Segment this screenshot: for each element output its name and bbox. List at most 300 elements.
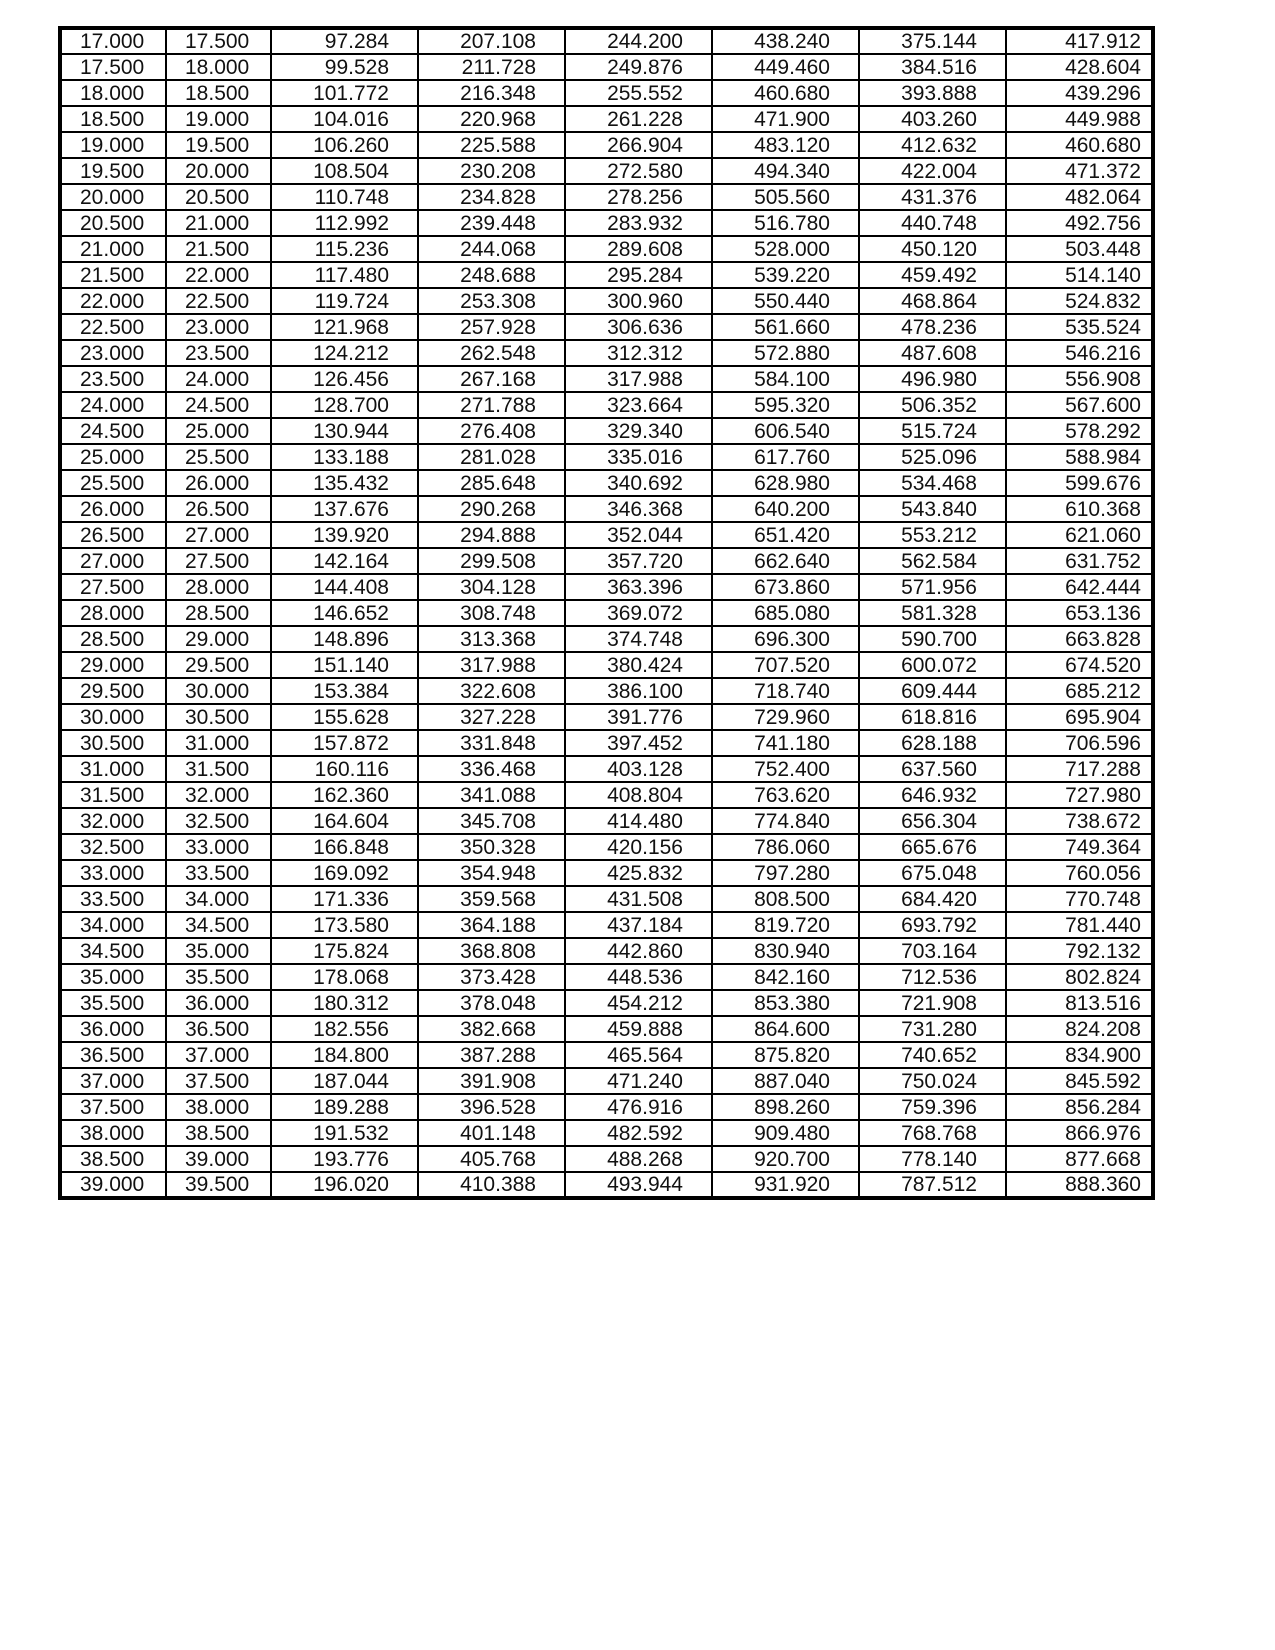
table-cell: 440.748 [859,210,1006,236]
table-cell: 108.504 [271,158,418,184]
table-cell: 135.432 [271,470,418,496]
table-cell: 752.400 [712,756,859,782]
table-cell: 182.556 [271,1016,418,1042]
table-cell: 27.500 [60,574,166,600]
table-cell: 628.188 [859,730,1006,756]
table-cell: 306.636 [565,314,712,340]
table-cell: 781.440 [1006,912,1153,938]
table-cell: 29.500 [166,652,271,678]
table-cell: 30.500 [166,704,271,730]
table-cell: 37.000 [60,1068,166,1094]
table-cell: 304.128 [418,574,565,600]
table-cell: 492.756 [1006,210,1153,236]
table-cell: 19.000 [166,106,271,132]
table-cell: 448.536 [565,964,712,990]
table-cell: 25.000 [60,444,166,470]
table-cell: 133.188 [271,444,418,470]
table-cell: 401.148 [418,1120,565,1146]
table-row [60,80,1153,106]
table-cell: 317.988 [418,652,565,678]
table-cell: 29.000 [60,652,166,678]
table-cell: 32.500 [60,834,166,860]
table-cell: 327.228 [418,704,565,730]
table-row [60,28,1153,54]
table-cell: 449.460 [712,54,859,80]
table-cell: 465.564 [565,1042,712,1068]
table-cell: 97.284 [271,28,418,54]
table-row [60,1068,1153,1094]
table-cell: 437.184 [565,912,712,938]
table-cell: 24.500 [166,392,271,418]
table-cell: 403.128 [565,756,712,782]
table-cell: 20.500 [166,184,271,210]
table-cell: 550.440 [712,288,859,314]
table-row [60,184,1153,210]
table-cell: 35.000 [60,964,166,990]
table-cell: 706.596 [1006,730,1153,756]
table-cell: 178.068 [271,964,418,990]
table-row [60,1146,1153,1172]
table-cell: 22.000 [60,288,166,314]
table-cell: 749.364 [1006,834,1153,860]
table-cell: 345.708 [418,808,565,834]
table-cell: 561.660 [712,314,859,340]
table-cell: 248.688 [418,262,565,288]
table-cell: 830.940 [712,938,859,964]
table-cell: 651.420 [712,522,859,548]
table-cell: 663.828 [1006,626,1153,652]
table-cell: 38.000 [166,1094,271,1120]
table-cell: 191.532 [271,1120,418,1146]
table-cell: 24.000 [60,392,166,418]
table-cell: 18.000 [166,54,271,80]
table-cell: 36.500 [166,1016,271,1042]
table-cell: 600.072 [859,652,1006,678]
table-cell: 289.608 [565,236,712,262]
table-cell: 33.000 [166,834,271,860]
table-cell: 449.988 [1006,106,1153,132]
table-cell: 220.968 [418,106,565,132]
table-row [60,652,1153,678]
table-row [60,1094,1153,1120]
table-cell: 139.920 [271,522,418,548]
table-cell: 290.268 [418,496,565,522]
table-cell: 359.568 [418,886,565,912]
table-cell: 36.500 [60,1042,166,1068]
table-cell: 255.552 [565,80,712,106]
table-cell: 628.980 [712,470,859,496]
table-cell: 459.492 [859,262,1006,288]
table-cell: 36.000 [166,990,271,1016]
table-cell: 610.368 [1006,496,1153,522]
table-cell: 35.500 [60,990,166,1016]
table-cell: 802.824 [1006,964,1153,990]
table-cell: 606.540 [712,418,859,444]
table-cell: 738.672 [1006,808,1153,834]
table-cell: 322.608 [418,678,565,704]
table-cell: 32.500 [166,808,271,834]
table-row [60,756,1153,782]
table-cell: 20.000 [166,158,271,184]
table-cell: 253.308 [418,288,565,314]
table-cell: 335.016 [565,444,712,470]
table-cell: 22.500 [166,288,271,314]
table-cell: 234.828 [418,184,565,210]
table-cell: 155.628 [271,704,418,730]
table-row [60,132,1153,158]
table-cell: 153.384 [271,678,418,704]
table-cell: 786.060 [712,834,859,860]
table-row [60,444,1153,470]
table-cell: 26.500 [60,522,166,548]
table-cell: 422.004 [859,158,1006,184]
table-cell: 909.480 [712,1120,859,1146]
table-cell: 20.500 [60,210,166,236]
table-cell: 160.116 [271,756,418,782]
table-cell: 581.328 [859,600,1006,626]
table-cell: 244.068 [418,236,565,262]
table-cell: 230.208 [418,158,565,184]
table-cell: 718.740 [712,678,859,704]
table-cell: 375.144 [859,28,1006,54]
table-cell: 412.632 [859,132,1006,158]
table-cell: 685.212 [1006,678,1153,704]
table-cell: 640.200 [712,496,859,522]
table-cell: 26.000 [166,470,271,496]
table-cell: 387.288 [418,1042,565,1068]
table-row [60,392,1153,418]
table-cell: 17.500 [60,54,166,80]
table-cell: 101.772 [271,80,418,106]
table-cell: 22.000 [166,262,271,288]
table-cell: 299.508 [418,548,565,574]
table-row [60,366,1153,392]
table-cell: 482.592 [565,1120,712,1146]
table-cell: 853.380 [712,990,859,1016]
table-cell: 27.000 [166,522,271,548]
table-cell: 459.888 [565,1016,712,1042]
table-cell: 590.700 [859,626,1006,652]
table-cell: 631.752 [1006,548,1153,574]
table-cell: 553.212 [859,522,1006,548]
table-cell: 727.980 [1006,782,1153,808]
table-cell: 32.000 [166,782,271,808]
table-cell: 405.768 [418,1146,565,1172]
table-cell: 496.980 [859,366,1006,392]
table-cell: 391.908 [418,1068,565,1094]
table-cell: 124.212 [271,340,418,366]
table-cell: 760.056 [1006,860,1153,886]
table-cell: 431.508 [565,886,712,912]
table-cell: 685.080 [712,600,859,626]
table-cell: 378.048 [418,990,565,1016]
table-cell: 189.288 [271,1094,418,1120]
table-cell: 30.500 [60,730,166,756]
table-cell: 703.164 [859,938,1006,964]
table-cell: 19.000 [60,132,166,158]
table-cell: 374.748 [565,626,712,652]
table-cell: 797.280 [712,860,859,886]
table-cell: 142.164 [271,548,418,574]
table-cell: 920.700 [712,1146,859,1172]
table-cell: 417.912 [1006,28,1153,54]
table-cell: 239.448 [418,210,565,236]
table-cell: 21.500 [166,236,271,262]
table-cell: 162.360 [271,782,418,808]
table-cell: 460.680 [1006,132,1153,158]
table-cell: 37.000 [166,1042,271,1068]
table-cell: 813.516 [1006,990,1153,1016]
table-cell: 295.284 [565,262,712,288]
table-cell: 875.820 [712,1042,859,1068]
table-cell: 24.500 [60,418,166,444]
table-cell: 313.368 [418,626,565,652]
table-cell: 578.292 [1006,418,1153,444]
table-cell: 331.848 [418,730,565,756]
table-cell: 34.500 [60,938,166,964]
table-row [60,912,1153,938]
table-cell: 768.768 [859,1120,1006,1146]
table-cell: 164.604 [271,808,418,834]
table-row [60,340,1153,366]
table-cell: 261.228 [565,106,712,132]
table-cell: 396.528 [418,1094,565,1120]
table-row [60,418,1153,444]
table-cell: 29.000 [166,626,271,652]
table-cell: 525.096 [859,444,1006,470]
table-cell: 28.500 [60,626,166,652]
table-cell: 478.236 [859,314,1006,340]
table-cell: 171.336 [271,886,418,912]
table-cell: 675.048 [859,860,1006,886]
table-cell: 17.000 [60,28,166,54]
table-cell: 99.528 [271,54,418,80]
table-cell: 524.832 [1006,288,1153,314]
table-cell: 588.984 [1006,444,1153,470]
table-cell: 21.000 [60,236,166,262]
table-cell: 787.512 [859,1172,1006,1198]
table-cell: 207.108 [418,28,565,54]
table-cell: 642.444 [1006,574,1153,600]
table-cell: 26.000 [60,496,166,522]
table-cell: 539.220 [712,262,859,288]
table-row [60,574,1153,600]
table-cell: 33.500 [60,886,166,912]
table-cell: 281.028 [418,444,565,470]
table-cell: 33.000 [60,860,166,886]
table-cell: 662.640 [712,548,859,574]
table-cell: 439.296 [1006,80,1153,106]
table-cell: 543.840 [859,496,1006,522]
table-cell: 30.000 [60,704,166,730]
table-row [60,54,1153,80]
table-cell: 674.520 [1006,652,1153,678]
table-cell: 272.580 [565,158,712,184]
table-cell: 431.376 [859,184,1006,210]
table-cell: 460.680 [712,80,859,106]
table-cell: 428.604 [1006,54,1153,80]
table-cell: 556.908 [1006,366,1153,392]
table-cell: 37.500 [166,1068,271,1094]
table-cell: 931.920 [712,1172,859,1198]
table-row [60,548,1153,574]
table-cell: 637.560 [859,756,1006,782]
table-cell: 792.132 [1006,938,1153,964]
table-cell: 471.372 [1006,158,1153,184]
table-cell: 166.848 [271,834,418,860]
table-cell: 384.516 [859,54,1006,80]
table-row [60,782,1153,808]
table-cell: 856.284 [1006,1094,1153,1120]
table-cell: 562.584 [859,548,1006,574]
table-cell: 115.236 [271,236,418,262]
table-cell: 211.728 [418,54,565,80]
rate-table [58,26,1155,1200]
table-cell: 369.072 [565,600,712,626]
table-cell: 877.668 [1006,1146,1153,1172]
table-cell: 673.860 [712,574,859,600]
table-cell: 34.000 [60,912,166,938]
table-cell: 759.396 [859,1094,1006,1120]
table-cell: 25.000 [166,418,271,444]
table-body [60,28,1153,1198]
table-cell: 34.000 [166,886,271,912]
table-row [60,990,1153,1016]
table-cell: 18.500 [60,106,166,132]
table-cell: 106.260 [271,132,418,158]
table-cell: 515.724 [859,418,1006,444]
table-cell: 18.500 [166,80,271,106]
table-cell: 33.500 [166,860,271,886]
table-cell: 482.064 [1006,184,1153,210]
table-cell: 20.000 [60,184,166,210]
table-cell: 18.000 [60,80,166,106]
table-cell: 184.800 [271,1042,418,1068]
table-cell: 28.000 [166,574,271,600]
table-cell: 617.760 [712,444,859,470]
table-cell: 707.520 [712,652,859,678]
table-cell: 503.448 [1006,236,1153,262]
table-cell: 278.256 [565,184,712,210]
table-cell: 534.468 [859,470,1006,496]
table-row [60,860,1153,886]
table-cell: 27.000 [60,548,166,574]
table-row [60,496,1153,522]
table-cell: 31.000 [60,756,166,782]
table-cell: 104.016 [271,106,418,132]
table-cell: 599.676 [1006,470,1153,496]
table-cell: 350.328 [418,834,565,860]
table-cell: 340.692 [565,470,712,496]
table-cell: 354.948 [418,860,565,886]
table-row [60,886,1153,912]
table-cell: 144.408 [271,574,418,600]
table-cell: 778.140 [859,1146,1006,1172]
table-cell: 26.500 [166,496,271,522]
table-cell: 403.260 [859,106,1006,132]
table-cell: 19.500 [60,158,166,184]
table-cell: 249.876 [565,54,712,80]
table-cell: 571.956 [859,574,1006,600]
table-cell: 693.792 [859,912,1006,938]
table-row [60,106,1153,132]
table-cell: 23.500 [166,340,271,366]
table-cell: 196.020 [271,1172,418,1198]
table-cell: 898.260 [712,1094,859,1120]
table-cell: 193.776 [271,1146,418,1172]
table-cell: 276.408 [418,418,565,444]
table-cell: 514.140 [1006,262,1153,288]
table-cell: 471.240 [565,1068,712,1094]
table-cell: 393.888 [859,80,1006,106]
table-row [60,1042,1153,1068]
table-row [60,158,1153,184]
table-cell: 308.748 [418,600,565,626]
table-cell: 180.312 [271,990,418,1016]
table-cell: 382.668 [418,1016,565,1042]
table-cell: 146.652 [271,600,418,626]
table-cell: 37.500 [60,1094,166,1120]
table-cell: 888.360 [1006,1172,1153,1198]
table-cell: 294.888 [418,522,565,548]
table-cell: 721.908 [859,990,1006,1016]
table-row [60,236,1153,262]
table-cell: 35.000 [166,938,271,964]
table-cell: 148.896 [271,626,418,652]
table-cell: 39.000 [166,1146,271,1172]
table-cell: 34.500 [166,912,271,938]
table-cell: 864.600 [712,1016,859,1042]
table-cell: 368.808 [418,938,565,964]
table-cell: 175.824 [271,938,418,964]
table-cell: 23.500 [60,366,166,392]
table-cell: 731.280 [859,1016,1006,1042]
table-row [60,808,1153,834]
table-row [60,1172,1153,1198]
table-cell: 414.480 [565,808,712,834]
table-cell: 712.536 [859,964,1006,990]
table-cell: 483.120 [712,132,859,158]
table-row [60,600,1153,626]
table-cell: 567.600 [1006,392,1153,418]
table-cell: 119.724 [271,288,418,314]
table-row [60,470,1153,496]
table-cell: 476.916 [565,1094,712,1120]
table-cell: 266.904 [565,132,712,158]
table-cell: 30.000 [166,678,271,704]
table-cell: 32.000 [60,808,166,834]
table-cell: 717.288 [1006,756,1153,782]
table-row [60,210,1153,236]
table-cell: 609.444 [859,678,1006,704]
table-cell: 845.592 [1006,1068,1153,1094]
table-cell: 488.268 [565,1146,712,1172]
table-cell: 770.748 [1006,886,1153,912]
table-cell: 621.060 [1006,522,1153,548]
table-cell: 187.044 [271,1068,418,1094]
table-cell: 169.092 [271,860,418,886]
table-cell: 546.216 [1006,340,1153,366]
table-cell: 665.676 [859,834,1006,860]
table-cell: 21.000 [166,210,271,236]
table-cell: 216.348 [418,80,565,106]
table-cell: 267.168 [418,366,565,392]
table-row [60,1016,1153,1042]
table-cell: 151.140 [271,652,418,678]
table-row [60,704,1153,730]
table-cell: 819.720 [712,912,859,938]
table-cell: 740.652 [859,1042,1006,1068]
